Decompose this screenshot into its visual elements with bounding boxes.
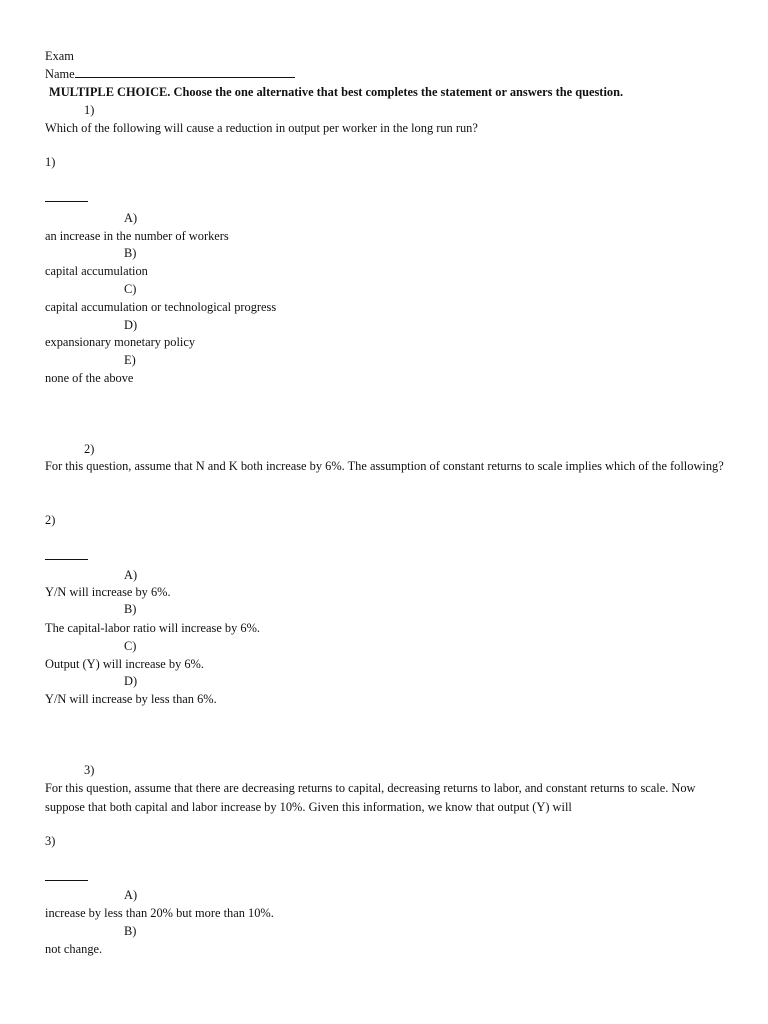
question-number: 2) — [84, 442, 95, 456]
answer-number: 3) — [45, 834, 56, 848]
choice-text[interactable]: capital accumulation or technological progress — [45, 300, 277, 314]
choice-letter: A) — [124, 888, 138, 902]
choice-letter: A) — [124, 211, 138, 225]
choice-text[interactable]: capital accumulation — [45, 264, 148, 278]
choice-letter: D) — [124, 674, 138, 688]
choice-text[interactable]: an increase in the number of workers — [45, 229, 229, 243]
choice-text[interactable]: not change. — [45, 942, 103, 956]
choice-letter: B) — [124, 602, 137, 616]
question-number: 3) — [84, 763, 95, 777]
name-line — [45, 66, 295, 82]
choice-text[interactable]: expansionary monetary policy — [45, 335, 196, 349]
choice-letter: A) — [124, 568, 138, 582]
question-number: 1) — [84, 103, 95, 117]
choice-text[interactable]: Y/N will increase by 6%. — [45, 585, 171, 599]
answer-blank[interactable] — [45, 869, 88, 885]
name-label: Name — [45, 67, 75, 81]
question-text: For this question, assume that N and K both increase by 6%. The assumption of constant returns to scale implies which of the following? — [45, 459, 724, 473]
choice-letter: C) — [124, 639, 137, 653]
choice-letter: B) — [124, 924, 137, 938]
choice-text[interactable]: none of the above — [45, 371, 134, 385]
instructions: MULTIPLE CHOICE. Choose the one alternative that best completes the statement or answers the question. — [49, 85, 624, 99]
exam-label: Exam — [45, 49, 74, 63]
choice-letter: D) — [124, 318, 138, 332]
answer-number: 1) — [45, 155, 56, 169]
choice-text[interactable]: Output (Y) will increase by 6%. — [45, 657, 204, 671]
choice-text[interactable]: Y/N will increase by less than 6%. — [45, 692, 217, 706]
choice-letter: B) — [124, 246, 137, 260]
choice-letter: C) — [124, 282, 137, 296]
choice-text[interactable]: increase by less than 20% but more than 10%. — [45, 906, 274, 920]
choice-letter: E) — [124, 353, 136, 367]
answer-number: 2) — [45, 513, 56, 527]
answer-blank[interactable] — [45, 548, 88, 564]
answer-blank[interactable] — [45, 190, 88, 206]
name-field[interactable] — [75, 67, 295, 78]
question-text: Which of the following will cause a reduction in output per worker in the long run run? — [45, 121, 478, 135]
choice-text[interactable]: The capital-labor ratio will increase by 6%. — [45, 621, 261, 635]
question-text: For this question, assume that there are decreasing returns to capital, decreasing returns to labor, and constant returns to scale. Now suppose that both capital and labor increase by 10%. Given this information, we know that output (Y) will — [45, 781, 696, 814]
